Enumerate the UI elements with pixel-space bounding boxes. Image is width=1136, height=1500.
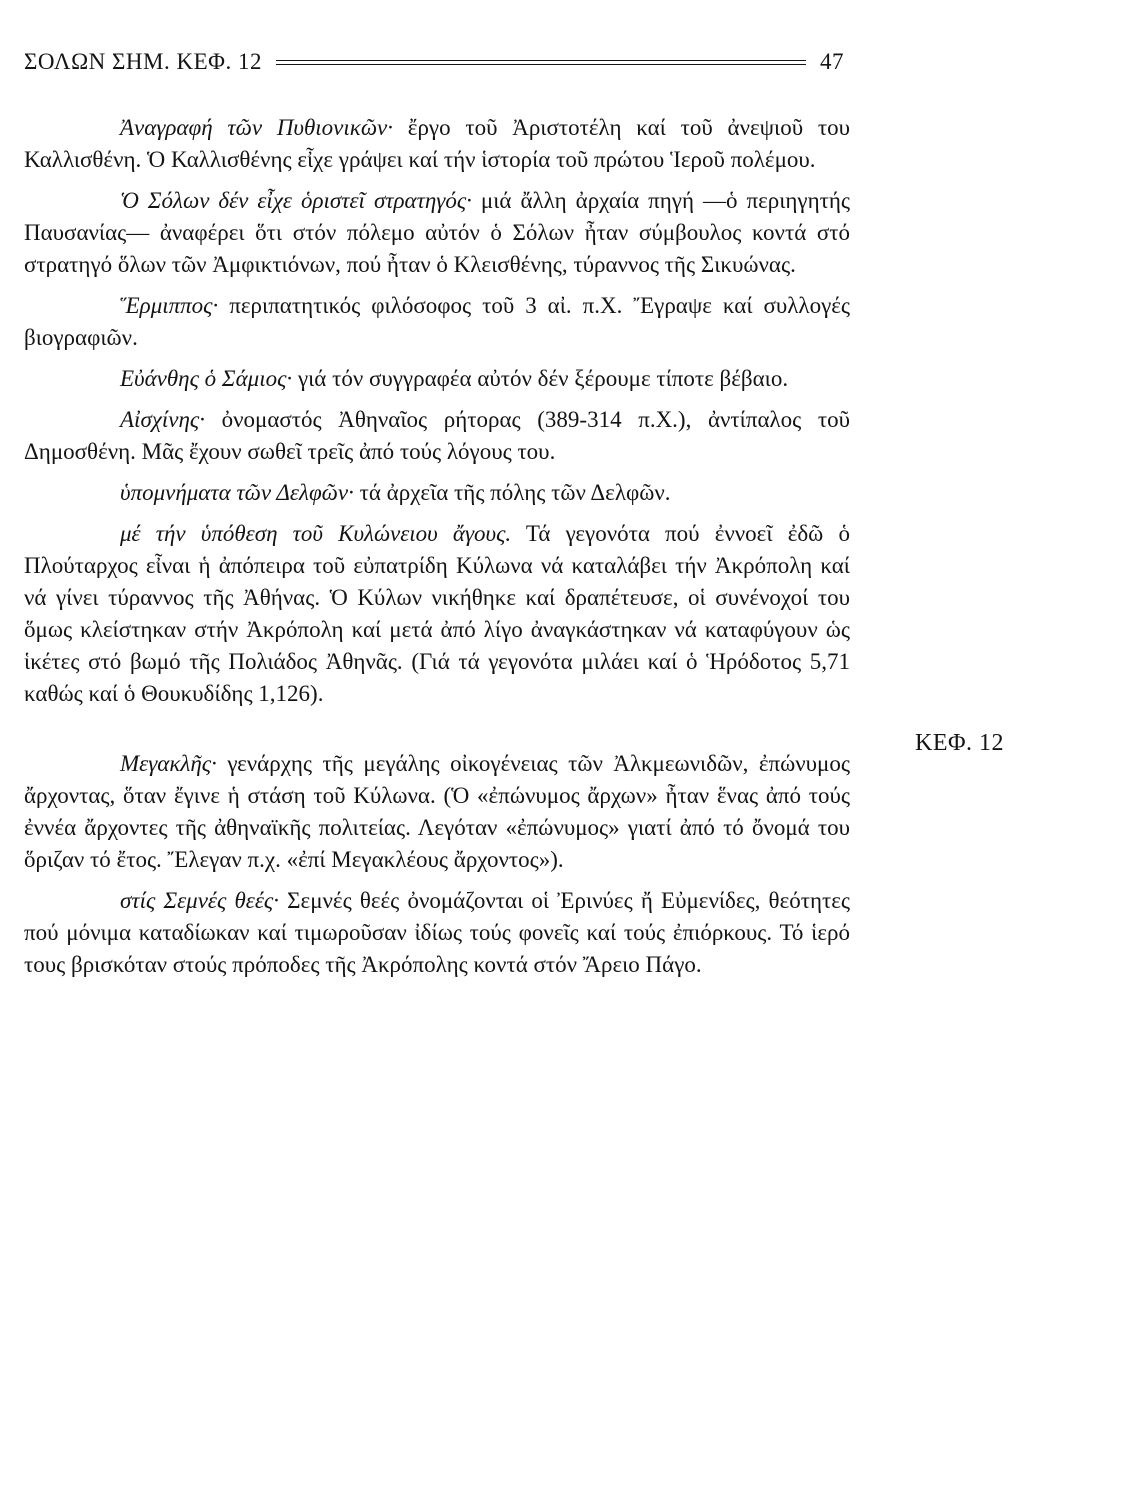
note-text: γιά τόν συγγραφέα αὐτόν δέν ξέρουμε τίποτε βέβαιο. — [292, 366, 789, 391]
note-text: ὀνομαστός Ἀθηναῖος ρήτορας (389-314 π.Χ.), ἀντίπαλος τοῦ Δημοσθένη. Μᾶς ἔχουν σωθεῖ τρεῖς ἀπό τούς λόγους του. — [24, 407, 850, 464]
note-text: Σεμνές θεές ὀνομάζονται οἱ Ἐρινύες ἤ Εὐμενίδες, θεότητες πού μόνιμα καταδίωκαν καί τιμωροῦσαν ἰδίως τούς φονεῖς καί τούς ἐπιόρκους. Τό ἱερό τους βρισκόταν στούς πρόποδες τῆς Ἀκρόπολης κοντά στόν Ἄρειο Πάγο. — [24, 888, 851, 977]
margin-chapter-note: ΚΕΦ. 12 — [915, 730, 1005, 756]
note-lemma: ὑπομνήματα τῶν Δελφῶν· — [120, 480, 354, 505]
note-paragraph — [24, 290, 850, 354]
note-paragraph — [24, 363, 850, 395]
note-lemma: Μεγακλῆς· — [120, 751, 217, 776]
note-paragraph — [24, 518, 850, 710]
note-lemma: Ὁ Σόλων δέν εἶχε ὁριστεῖ στρατηγός· — [120, 188, 472, 213]
page-number: 47 — [820, 49, 844, 74]
running-header — [24, 46, 844, 78]
note-text: ἔργο τοῦ Ἀριστοτέλη καί τοῦ ἀνεψιοῦ του Καλλισθένη. Ὁ Καλλισθένης εἶχε γράψει καί τήν ἱστορία τοῦ πρώτου Ἱεροῦ πολέμου. — [24, 115, 850, 172]
note-text: γενάρχης τῆς μεγάλης οἰκογένειας τῶν Ἀλκμεωνιδῶν, ἐπώνυμος ἄρχοντας, ὅταν ἔγινε ἡ στάση τοῦ Κύλωνα. (Ὁ «ἐπώνυμος ἄρχων» ἦταν ἕνας ἀπό τούς ἐννέα ἄρχοντες τῆς ἀθηναϊκῆς πολιτείας. Λεγόταν «ἐπώνυμος» γιατί ἀπό τό ὄνομά του ὅριζαν τό ἔτος. Ἔλεγαν π.χ. «ἐπί Μεγακλέους ἄρχοντος»). — [24, 751, 850, 872]
note-paragraph — [24, 404, 850, 468]
note-lemma: Αἰσχίνης· — [120, 407, 205, 432]
note-lemma: Εὐάνθης ὁ Σάμιος· — [120, 366, 293, 391]
header-rule — [276, 60, 806, 65]
note-lemma: στίς Σεμνές θεές· — [120, 888, 279, 913]
note-text: περιπατητικός φιλόσοφος τοῦ 3 αἰ. π.Χ. Ἔγραψε καί συλλογές βιογραφιῶν. — [24, 293, 850, 350]
note-paragraph — [24, 477, 850, 509]
note-paragraph — [24, 748, 850, 876]
note-paragraph — [24, 112, 850, 176]
note-lemma: Ἕρμιππος· — [120, 293, 219, 318]
note-lemma: Ἀναγραφή τῶν Πυθιονικῶν· — [120, 115, 394, 140]
note-text: Τά γεγονότα πού ἐννοεῖ ἐδῶ ὁ Πλούταρχος εἶναι ἡ ἀπόπειρα τοῦ εὐπατρίδη Κύλωνα νά καταλάβει τήν Ἀκρόπολη καί νά γίνει τύραννος τῆς Ἀθήνας. Ὁ Κύλων νικήθηκε καί δραπέτευσε, οἱ συνένοχοί του ὅμως κλείστηκαν στήν Ἀκρόπολη καί μετά ἀπό λίγο ἀναγκάστηκαν νά καταφύγουν ὡς ἱκέτες στό βωμό τῆς Πολιάδος Ἀθηνᾶς. (Γιά τά γεγονότα μιλάει καί ὁ Ἡρόδοτος 5,71 καθώς καί ὁ Θουκυδίδης 1,126). — [24, 521, 850, 706]
note-text: τά ἀρχεῖα τῆς πόλης τῶν Δελφῶν. — [353, 480, 671, 505]
note-text: μιά ἄλλη ἀρχαία πηγή —ὁ περιηγητής Παυσανίας— ἀναφέρει ὅτι στόν πόλεμο αὐτόν ὁ Σόλων ἦταν σύμβουλος κοντά στό στρατηγό ὅλων τῶν Ἀμφικτιόνων, πού ἦταν ὁ Κλεισθένης, τύραννος τῆς Σικυώνας. — [24, 188, 850, 277]
note-paragraph — [24, 185, 850, 281]
note-paragraph — [24, 885, 850, 981]
note-lemma: μέ τήν ὑπόθεση τοῦ Κυλώνειου ἄγους. — [120, 521, 512, 546]
notes-body — [24, 112, 850, 981]
running-title: ΣΟΛΩΝ ΣΗΜ. ΚΕΦ. 12 — [24, 49, 262, 74]
